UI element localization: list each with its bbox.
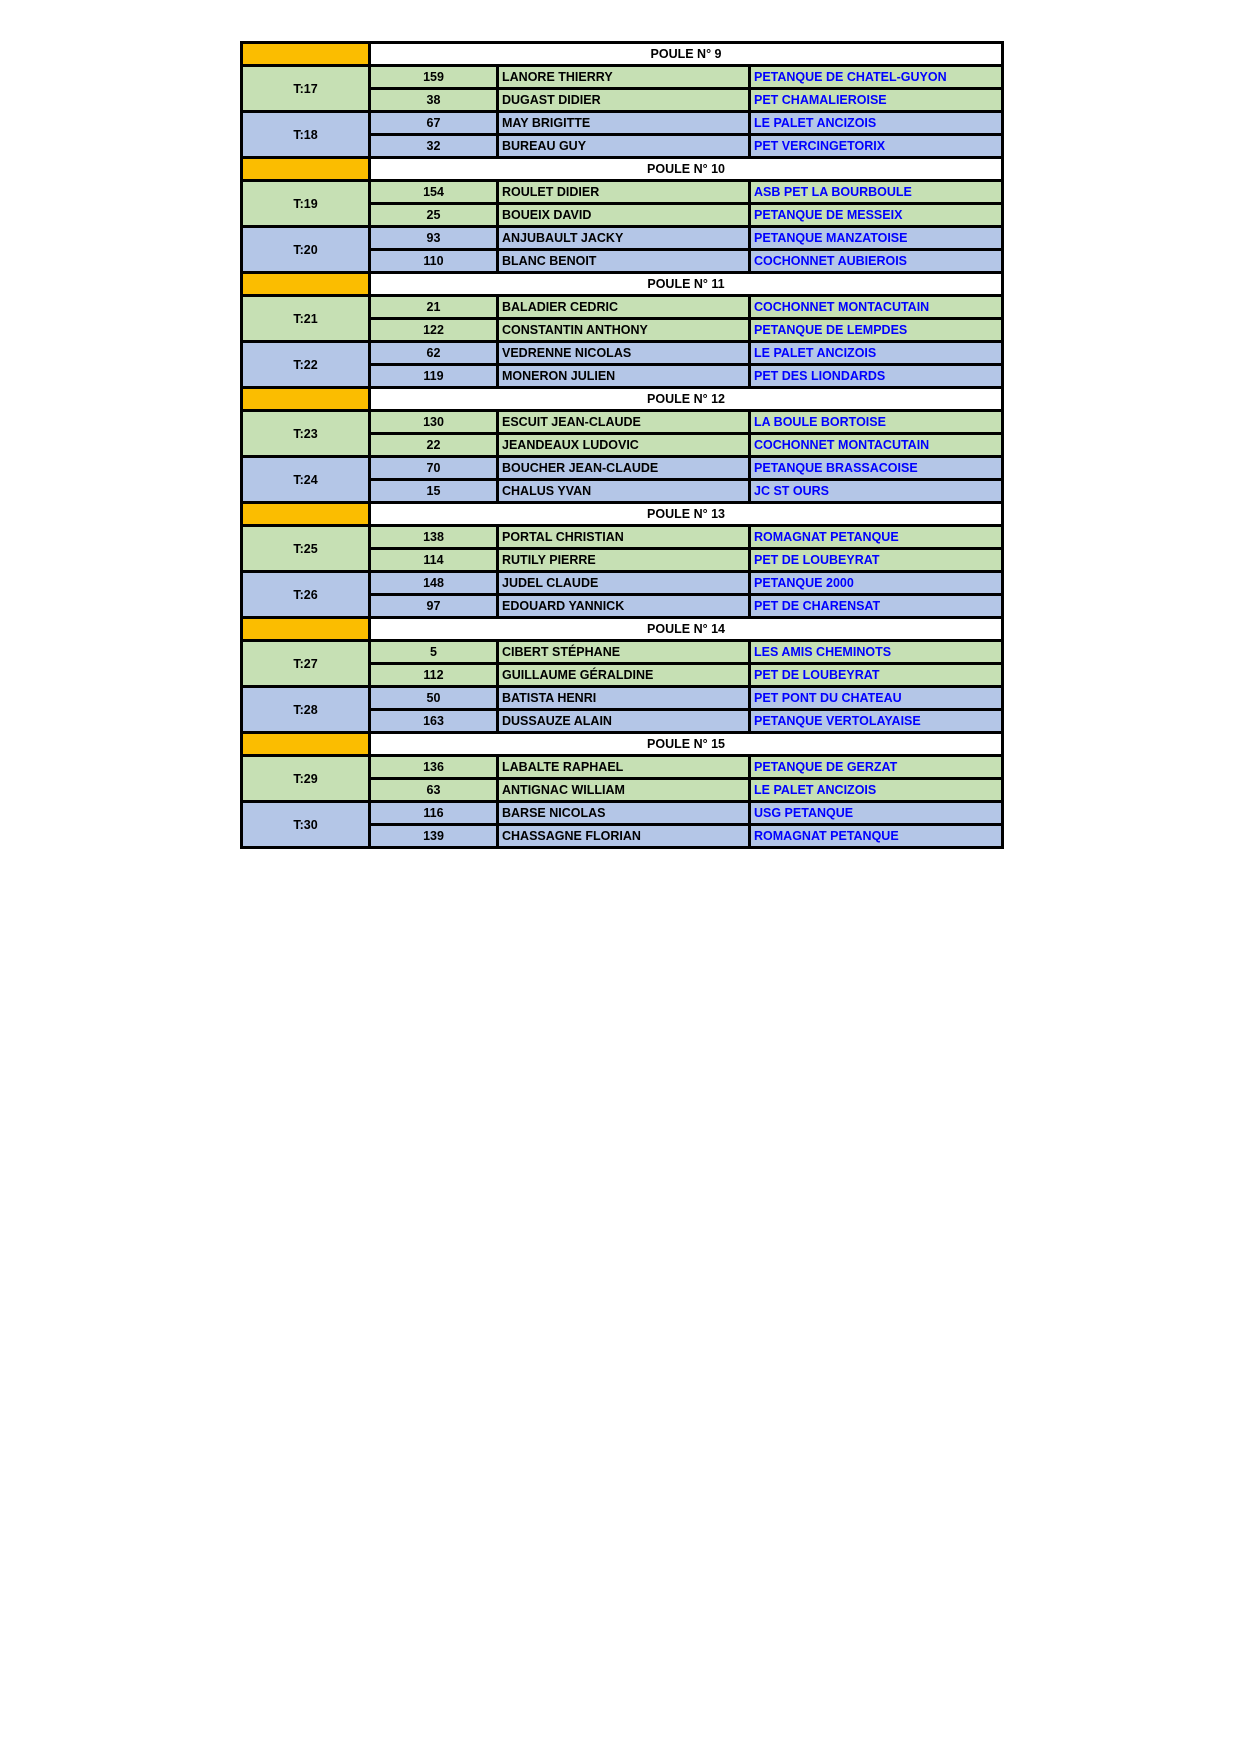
player-name: ANTIGNAC WILLIAM xyxy=(498,779,750,802)
player-club: LE PALET ANCIZOIS xyxy=(750,112,1003,135)
player-club: PETANQUE VERTOLAYAISE xyxy=(750,710,1003,733)
player-club: PET DE LOUBEYRAT xyxy=(750,664,1003,687)
player-club: COCHONNET MONTACUTAIN xyxy=(750,434,1003,457)
player-number: 163 xyxy=(370,710,498,733)
pool-header-row xyxy=(242,273,1003,296)
pool-title: POULE N° 11 xyxy=(370,273,1003,296)
pool-title: POULE N° 10 xyxy=(370,158,1003,181)
player-row xyxy=(242,112,1003,135)
player-club: USG PETANQUE xyxy=(750,802,1003,825)
player-row xyxy=(242,181,1003,204)
player-name: BATISTA HENRI xyxy=(498,687,750,710)
player-club: LES AMIS CHEMINOTS xyxy=(750,641,1003,664)
table-number: T:29 xyxy=(242,756,370,802)
player-name: CONSTANTIN ANTHONY xyxy=(498,319,750,342)
player-club: LA BOULE BORTOISE xyxy=(750,411,1003,434)
player-number: 138 xyxy=(370,526,498,549)
pool-table-body xyxy=(242,43,1003,848)
player-number: 32 xyxy=(370,135,498,158)
table-number: T:22 xyxy=(242,342,370,388)
player-name: BOUEIX DAVID xyxy=(498,204,750,227)
player-number: 21 xyxy=(370,296,498,319)
player-club: PET PONT DU CHATEAU xyxy=(750,687,1003,710)
player-club: PETANQUE MANZATOISE xyxy=(750,227,1003,250)
player-name: MONERON JULIEN xyxy=(498,365,750,388)
player-name: PORTAL CHRISTIAN xyxy=(498,526,750,549)
table-number: T:30 xyxy=(242,802,370,848)
player-name: EDOUARD YANNICK xyxy=(498,595,750,618)
pool-header-row xyxy=(242,388,1003,411)
pool-header-row xyxy=(242,503,1003,526)
pool-marker xyxy=(242,43,370,66)
pool-title: POULE N° 14 xyxy=(370,618,1003,641)
player-club: ASB PET LA BOURBOULE xyxy=(750,181,1003,204)
table-number: T:20 xyxy=(242,227,370,273)
player-name: ROULET DIDIER xyxy=(498,181,750,204)
player-name: BUREAU GUY xyxy=(498,135,750,158)
player-number: 50 xyxy=(370,687,498,710)
pool-marker xyxy=(242,158,370,181)
player-club: PETANQUE DE MESSEIX xyxy=(750,204,1003,227)
player-club: PET DES LIONDARDS xyxy=(750,365,1003,388)
player-name: BARSE NICOLAS xyxy=(498,802,750,825)
player-number: 110 xyxy=(370,250,498,273)
pool-header-row xyxy=(242,158,1003,181)
table-number: T:17 xyxy=(242,66,370,112)
player-row xyxy=(242,572,1003,595)
table-number: T:24 xyxy=(242,457,370,503)
pool-header-row xyxy=(242,618,1003,641)
player-row xyxy=(242,802,1003,825)
pool-marker xyxy=(242,273,370,296)
player-number: 114 xyxy=(370,549,498,572)
player-name: CHASSAGNE FLORIAN xyxy=(498,825,750,848)
player-number: 154 xyxy=(370,181,498,204)
table-number: T:26 xyxy=(242,572,370,618)
player-club: COCHONNET AUBIEROIS xyxy=(750,250,1003,273)
player-number: 67 xyxy=(370,112,498,135)
table-number: T:18 xyxy=(242,112,370,158)
player-name: BOUCHER JEAN-CLAUDE xyxy=(498,457,750,480)
player-number: 119 xyxy=(370,365,498,388)
player-name: CIBERT STÉPHANE xyxy=(498,641,750,664)
pool-marker xyxy=(242,733,370,756)
player-row xyxy=(242,687,1003,710)
player-club: PETANQUE BRASSACOISE xyxy=(750,457,1003,480)
player-number: 22 xyxy=(370,434,498,457)
player-number: 116 xyxy=(370,802,498,825)
player-number: 122 xyxy=(370,319,498,342)
table-number: T:23 xyxy=(242,411,370,457)
player-row xyxy=(242,641,1003,664)
player-number: 63 xyxy=(370,779,498,802)
player-name: LABALTE RAPHAEL xyxy=(498,756,750,779)
player-number: 97 xyxy=(370,595,498,618)
pool-marker xyxy=(242,618,370,641)
player-number: 136 xyxy=(370,756,498,779)
player-name: CHALUS YVAN xyxy=(498,480,750,503)
player-club: PET DE LOUBEYRAT xyxy=(750,549,1003,572)
player-name: JEANDEAUX LUDOVIC xyxy=(498,434,750,457)
player-name: DUGAST DIDIER xyxy=(498,89,750,112)
pool-title: POULE N° 13 xyxy=(370,503,1003,526)
player-club: PET DE CHARENSAT xyxy=(750,595,1003,618)
player-name: BALADIER CEDRIC xyxy=(498,296,750,319)
pool-title: POULE N° 15 xyxy=(370,733,1003,756)
player-number: 70 xyxy=(370,457,498,480)
player-row xyxy=(242,411,1003,434)
pool-marker xyxy=(242,388,370,411)
player-number: 93 xyxy=(370,227,498,250)
player-club: PET CHAMALIEROISE xyxy=(750,89,1003,112)
player-number: 159 xyxy=(370,66,498,89)
player-club: PETANQUE DE CHATEL-GUYON xyxy=(750,66,1003,89)
player-name: VEDRENNE NICOLAS xyxy=(498,342,750,365)
player-row xyxy=(242,227,1003,250)
player-number: 15 xyxy=(370,480,498,503)
player-number: 130 xyxy=(370,411,498,434)
player-row xyxy=(242,526,1003,549)
player-club: COCHONNET MONTACUTAIN xyxy=(750,296,1003,319)
player-number: 5 xyxy=(370,641,498,664)
table-number: T:27 xyxy=(242,641,370,687)
player-club: LE PALET ANCIZOIS xyxy=(750,779,1003,802)
player-club: JC ST OURS xyxy=(750,480,1003,503)
player-name: JUDEL CLAUDE xyxy=(498,572,750,595)
player-number: 38 xyxy=(370,89,498,112)
pool-header-row xyxy=(242,733,1003,756)
pool-table xyxy=(240,41,1004,849)
player-name: ANJUBAULT JACKY xyxy=(498,227,750,250)
player-number: 112 xyxy=(370,664,498,687)
player-name: ESCUIT JEAN-CLAUDE xyxy=(498,411,750,434)
player-club: PETANQUE DE GERZAT xyxy=(750,756,1003,779)
player-number: 148 xyxy=(370,572,498,595)
player-club: PETANQUE DE LEMPDES xyxy=(750,319,1003,342)
player-name: MAY BRIGITTE xyxy=(498,112,750,135)
pool-title: POULE N° 9 xyxy=(370,43,1003,66)
player-row xyxy=(242,457,1003,480)
player-name: GUILLAUME GÉRALDINE xyxy=(498,664,750,687)
player-name: BLANC BENOIT xyxy=(498,250,750,273)
player-name: RUTILY PIERRE xyxy=(498,549,750,572)
table-number: T:21 xyxy=(242,296,370,342)
player-name: LANORE THIERRY xyxy=(498,66,750,89)
player-number: 62 xyxy=(370,342,498,365)
player-row xyxy=(242,66,1003,89)
player-club: PET VERCINGETORIX xyxy=(750,135,1003,158)
table-number: T:28 xyxy=(242,687,370,733)
player-row xyxy=(242,756,1003,779)
pool-header-row xyxy=(242,43,1003,66)
pool-marker xyxy=(242,503,370,526)
player-number: 25 xyxy=(370,204,498,227)
player-club: PETANQUE 2000 xyxy=(750,572,1003,595)
player-row xyxy=(242,342,1003,365)
pool-title: POULE N° 12 xyxy=(370,388,1003,411)
table-number: T:25 xyxy=(242,526,370,572)
table-number: T:19 xyxy=(242,181,370,227)
player-number: 139 xyxy=(370,825,498,848)
player-club: LE PALET ANCIZOIS xyxy=(750,342,1003,365)
player-name: DUSSAUZE ALAIN xyxy=(498,710,750,733)
player-club: ROMAGNAT PETANQUE xyxy=(750,825,1003,848)
player-club: ROMAGNAT PETANQUE xyxy=(750,526,1003,549)
player-row xyxy=(242,296,1003,319)
